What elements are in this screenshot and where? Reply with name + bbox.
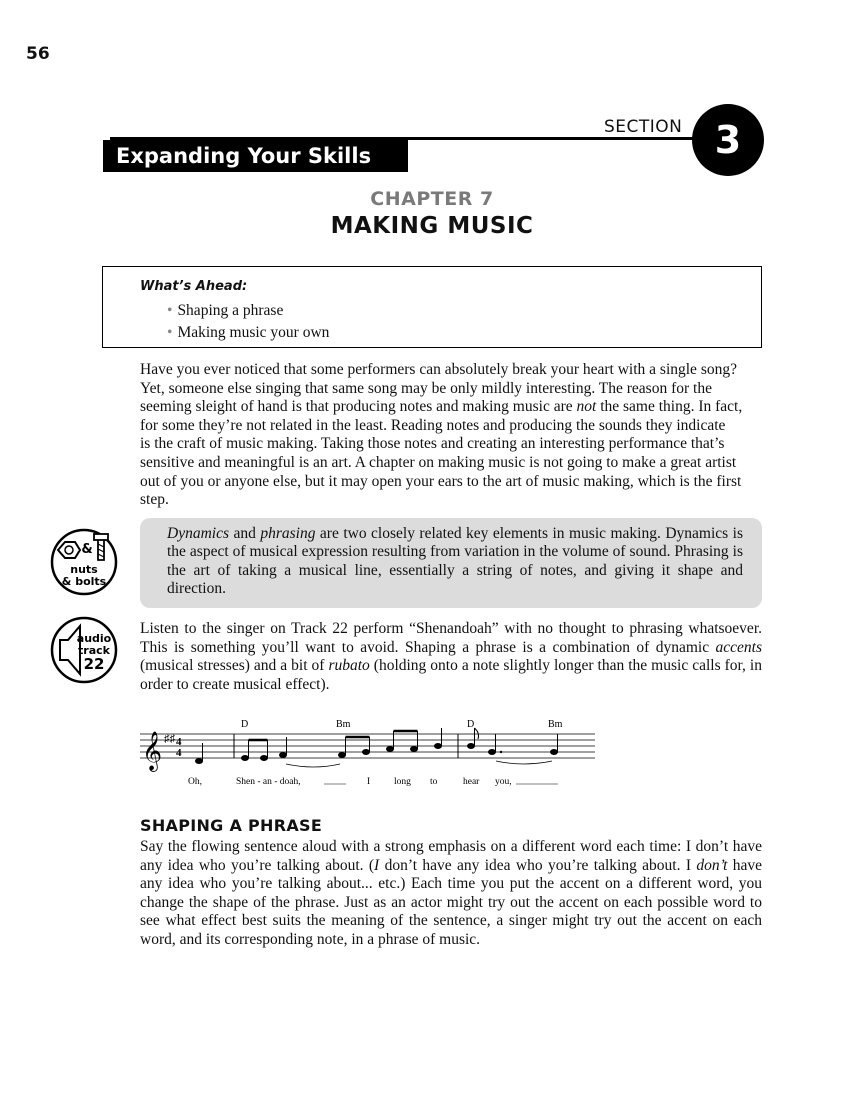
lyric: Oh, — [188, 777, 202, 787]
bullet-icon: • — [167, 324, 173, 341]
whats-ahead-heading: What’s Ahead: — [140, 279, 248, 294]
icon-text-track: track — [78, 644, 110, 657]
nuts-and-bolts-text: Dynamics and phrasing are two closely related key elements in music making. Dynamics is the aspect of musical expression resulting from variation in the volume of sound. Phrasing is the art of taking a musical line, essentially a string of notes, and giving it shape and direction. — [167, 525, 743, 598]
shaping-paragraph: Say the flowing sentence aloud with a strong emphasis on a different word each time: I don’t have any idea who you’re talking about. (I don’t have any idea who you’re talking about. I don’t have any idea who you’re talking about... etc.) Each time you put the accent on a different word, you change the shape of the phrase. Just as an actor might try out the accent on each possible word to see what effect best suits the meaning of the sentence, a singer might try out the accent on each word, and its corresponding note, in a phrase of music. — [140, 838, 762, 948]
lyric: hear — [463, 777, 480, 787]
lyric: you, — [495, 777, 512, 787]
lyric: I — [367, 777, 371, 787]
intro-paragraph: Have you ever noticed that some performers can absolutely break your heart with a single song? Yet, someone else singing that same song may be only mildly interesting. The reason for the seeming sleight of hand is that producing notes and making music are not the same thing. In fact, for some they’re not related in the least. Reading notes and producing the sounds they indicate is the craft of music making. Taking those notes and creating an interesting performance that’s sensitive and meaningful is an art. A chapter on making music is not going to make a great artist out of you or anyone else, but it may open your ears to the art of music making, which is the first step. — [140, 361, 743, 509]
icon-text-nuts: nuts — [70, 563, 98, 576]
lyric: long — [394, 777, 411, 787]
section-heading-shaping: SHAPING A PHRASE — [140, 816, 323, 835]
whats-ahead-item: • Making music your own — [167, 324, 330, 341]
section-number-badge: 3 — [692, 104, 764, 176]
icon-text-bolts: & bolts — [61, 575, 107, 588]
icon-text-audio: audio — [76, 632, 112, 645]
speaker-icon — [50, 616, 118, 684]
icon-text-track-number: 22 — [83, 655, 105, 673]
nuts-and-bolts-icon — [50, 528, 118, 596]
whats-ahead-item: • Shaping a phrase — [167, 302, 284, 319]
chapter-number: CHAPTER 7 — [370, 188, 494, 210]
chord-label: D — [467, 719, 475, 730]
audio-paragraph: Listen to the singer on Track 22 perform “Shenandoah” with no thought to phrasing whatsoever. This is something you’ll want to avoid. Shaping a phrase is a combination of dynamic accents (musical stresses) and a bit of rubato (holding onto a note slightly longer than the music calls for, in order to create musical effect). — [140, 620, 762, 693]
whats-ahead-box — [102, 266, 762, 348]
lyric: Shen - an - doah, — [236, 777, 301, 787]
key-signature-sharps: ♯♯ — [164, 733, 175, 745]
lyric: to — [430, 777, 438, 787]
svg-text:4: 4 — [176, 747, 182, 759]
chord-label: Bm — [336, 719, 351, 730]
section-label: SECTION — [604, 117, 683, 137]
emphasis-not: not — [576, 398, 597, 416]
time-signature: 4 — [176, 736, 182, 748]
chord-label: D — [241, 719, 249, 730]
music-staff — [140, 716, 600, 792]
section-title-banner: Expanding Your Skills — [103, 140, 408, 172]
treble-clef-icon: 𝄞 — [142, 733, 163, 770]
icon-amp: & — [81, 542, 93, 557]
nuts-and-bolts-callout — [140, 518, 762, 608]
bullet-icon: • — [167, 302, 173, 319]
chapter-title: MAKING MUSIC — [330, 213, 534, 239]
chord-label: Bm — [548, 719, 563, 730]
page-number: 56 — [26, 44, 50, 64]
